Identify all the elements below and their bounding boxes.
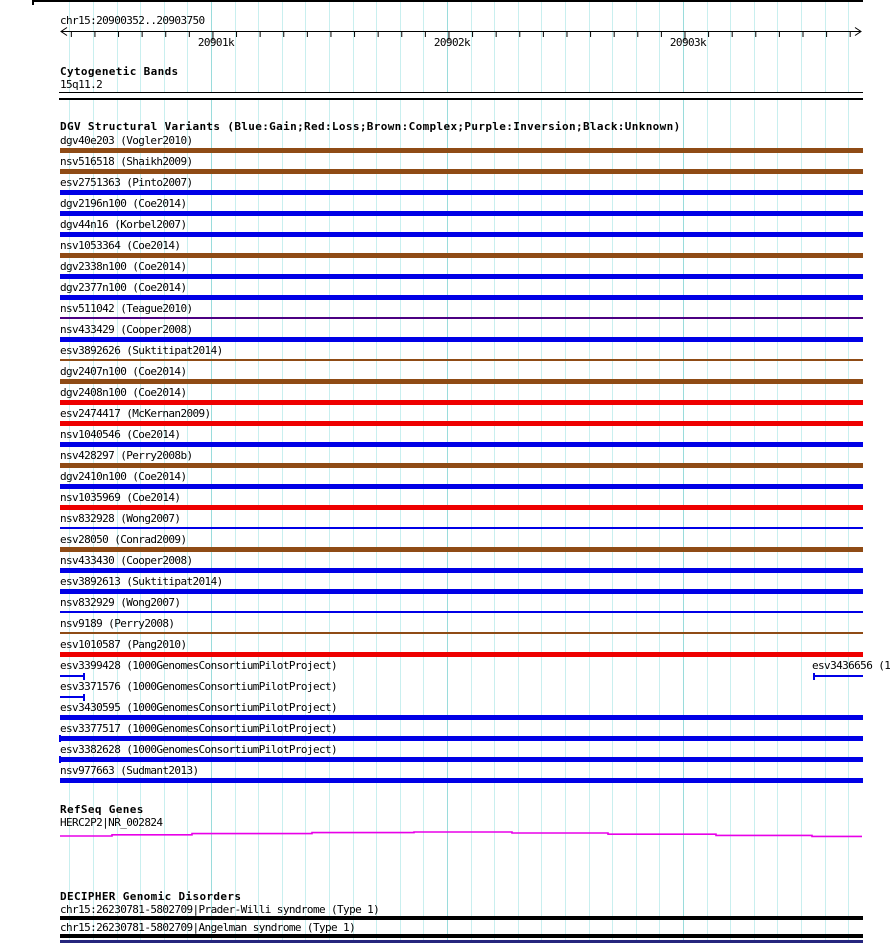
cytogenetic-band-bar[interactable] xyxy=(59,92,863,100)
variant-endcap xyxy=(83,673,85,680)
variant-label: esv3892626 (Suktitipat2014) xyxy=(60,344,223,357)
variant-bar[interactable] xyxy=(60,568,863,573)
region-label: chr15:20900352..20903750 xyxy=(60,14,205,27)
variant-label: dgv40e203 (Vogler2010) xyxy=(60,134,193,147)
variant-label: nsv832928 (Wong2007) xyxy=(60,512,181,525)
variant-label: nsv977663 (Sudmant2013) xyxy=(60,764,199,777)
minor-gridline xyxy=(518,0,519,943)
minor-gridline xyxy=(541,0,542,943)
variant-label: esv2474417 (McKernan2009) xyxy=(60,407,211,420)
variant-bar[interactable] xyxy=(60,421,863,426)
variant-bar[interactable] xyxy=(60,778,863,783)
dgv-section-title: DGV Structural Variants (Blue:Gain;Red:Loss;Brown:Complex;Purple:Inversion;Black:Unknown) xyxy=(60,120,681,133)
variant-label: esv3377517 (1000GenomesConsortiumPilotProject) xyxy=(60,722,338,735)
variant-bar[interactable] xyxy=(60,442,863,447)
variant-segment[interactable] xyxy=(60,696,84,698)
ruler-axis[interactable] xyxy=(0,0,890,55)
minor-gridline xyxy=(471,0,472,943)
variant-bar[interactable] xyxy=(60,505,863,510)
variant-segment[interactable] xyxy=(813,675,863,677)
variant-bar[interactable] xyxy=(60,736,863,741)
minor-gridline xyxy=(282,0,283,943)
minor-gridline xyxy=(730,0,731,943)
ruler-tick-label: 20902k xyxy=(433,36,471,49)
variant-label: nsv1040546 (Coe2014) xyxy=(60,428,181,441)
variant-bar-thin[interactable] xyxy=(60,611,863,613)
minor-gridline xyxy=(400,0,401,943)
variant-bar-thin[interactable] xyxy=(60,527,863,529)
variant-bar[interactable] xyxy=(60,400,863,405)
variant-label: nsv9189 (Perry2008) xyxy=(60,617,175,630)
minor-gridline xyxy=(329,0,330,943)
refseq-section-title: RefSeq Genes xyxy=(60,803,144,816)
variant-bar[interactable] xyxy=(60,652,863,657)
cytogenetic-band-label: 15q11.2 xyxy=(60,78,103,91)
variant-bar[interactable] xyxy=(60,715,863,720)
disorder-label: chr15:26230781-5802709|Prader-Willi syndrome (Type 1) xyxy=(60,903,380,916)
variant-endcap xyxy=(813,673,815,680)
variant-label: dgv2407n100 (Coe2014) xyxy=(60,365,187,378)
variant-label: esv3436656 (1 xyxy=(812,659,890,672)
ruler-tick-label: 20903k xyxy=(669,36,707,49)
ruler-tick-label: 20901k xyxy=(197,36,235,49)
minor-gridline xyxy=(707,0,708,943)
minor-gridline xyxy=(848,0,849,943)
variant-bar[interactable] xyxy=(60,463,863,468)
variant-endcap xyxy=(59,735,61,742)
variant-label: nsv1035969 (Coe2014) xyxy=(60,491,181,504)
variant-bar[interactable] xyxy=(60,232,863,237)
variant-label: dgv44n16 (Korbel2007) xyxy=(60,218,187,231)
variant-label: nsv832929 (Wong2007) xyxy=(60,596,181,609)
major-gridline xyxy=(447,0,448,943)
variant-bar[interactable] xyxy=(60,190,863,195)
minor-gridline xyxy=(494,0,495,943)
variant-bar[interactable] xyxy=(60,253,863,258)
variant-bar[interactable] xyxy=(60,295,863,300)
variant-label: nsv433429 (Cooper2008) xyxy=(60,323,193,336)
variant-bar[interactable] xyxy=(60,589,863,594)
disorder-bar[interactable] xyxy=(60,934,863,938)
variant-label: dgv2410n100 (Coe2014) xyxy=(60,470,187,483)
variant-label: esv3430595 (1000GenomesConsortiumPilotProject) xyxy=(60,701,338,714)
variant-bar[interactable] xyxy=(60,757,863,762)
minor-gridline xyxy=(659,0,660,943)
variant-bar-thin[interactable] xyxy=(60,359,863,361)
variant-segment[interactable] xyxy=(60,675,84,677)
variant-label: dgv2377n100 (Coe2014) xyxy=(60,281,187,294)
variant-bar[interactable] xyxy=(60,379,863,384)
refseq-gene-label: HERC2P2|NR_002824 xyxy=(60,816,163,829)
variant-bar-thin[interactable] xyxy=(60,632,863,634)
refseq-gene-line[interactable] xyxy=(0,826,890,846)
variant-bar[interactable] xyxy=(60,484,863,489)
minor-gridline xyxy=(423,0,424,943)
variant-label: esv1010587 (Pang2010) xyxy=(60,638,187,651)
minor-gridline xyxy=(777,0,778,943)
variant-label: nsv511042 (Teague2010) xyxy=(60,302,193,315)
minor-gridline xyxy=(565,0,566,943)
major-gridline xyxy=(211,0,212,943)
disorder-bar[interactable] xyxy=(60,916,863,920)
variant-label: esv3399428 (1000GenomesConsortiumPilotProject) xyxy=(60,659,338,672)
variant-label: nsv433430 (Cooper2008) xyxy=(60,554,193,567)
variant-label: nsv428297 (Perry2008b) xyxy=(60,449,193,462)
variant-endcap xyxy=(59,756,61,763)
minor-gridline xyxy=(612,0,613,943)
variant-label: esv3371576 (1000GenomesConsortiumPilotProject) xyxy=(60,680,338,693)
variant-bar[interactable] xyxy=(60,547,863,552)
variant-bar[interactable] xyxy=(60,274,863,279)
variant-label: esv3892613 (Suktitipat2014) xyxy=(60,575,223,588)
minor-gridline xyxy=(589,0,590,943)
variant-label: dgv2338n100 (Coe2014) xyxy=(60,260,187,273)
minor-gridline xyxy=(376,0,377,943)
variant-label: dgv2408n100 (Coe2014) xyxy=(60,386,187,399)
variant-label: nsv516518 (Shaikh2009) xyxy=(60,155,193,168)
minor-gridline xyxy=(636,0,637,943)
variant-bar-thin[interactable] xyxy=(60,317,863,319)
disorder-label: chr15:26230781-5802709|Angelman syndrome (Type 1) xyxy=(60,921,356,934)
cytogenetic-section-title: Cytogenetic Bands xyxy=(60,65,179,78)
variant-endcap xyxy=(83,694,85,701)
minor-gridline xyxy=(801,0,802,943)
variant-bar[interactable] xyxy=(60,148,863,153)
variant-label: dgv2196n100 (Coe2014) xyxy=(60,197,187,210)
decipher-section-title: DECIPHER Genomic Disorders xyxy=(60,890,242,903)
minor-gridline xyxy=(258,0,259,943)
major-gridline xyxy=(683,0,684,943)
variant-label: nsv1053364 (Coe2014) xyxy=(60,239,181,252)
minor-gridline xyxy=(235,0,236,943)
minor-gridline xyxy=(825,0,826,943)
variant-bar[interactable] xyxy=(60,169,863,174)
variant-label: esv2751363 (Pinto2007) xyxy=(60,176,193,189)
variant-bar[interactable] xyxy=(60,337,863,342)
minor-gridline xyxy=(305,0,306,943)
minor-gridline xyxy=(353,0,354,943)
variant-label: esv3382628 (1000GenomesConsortiumPilotProject) xyxy=(60,743,338,756)
variant-bar[interactable] xyxy=(60,211,863,216)
minor-gridline xyxy=(754,0,755,943)
variant-label: esv28050 (Conrad2009) xyxy=(60,533,187,546)
